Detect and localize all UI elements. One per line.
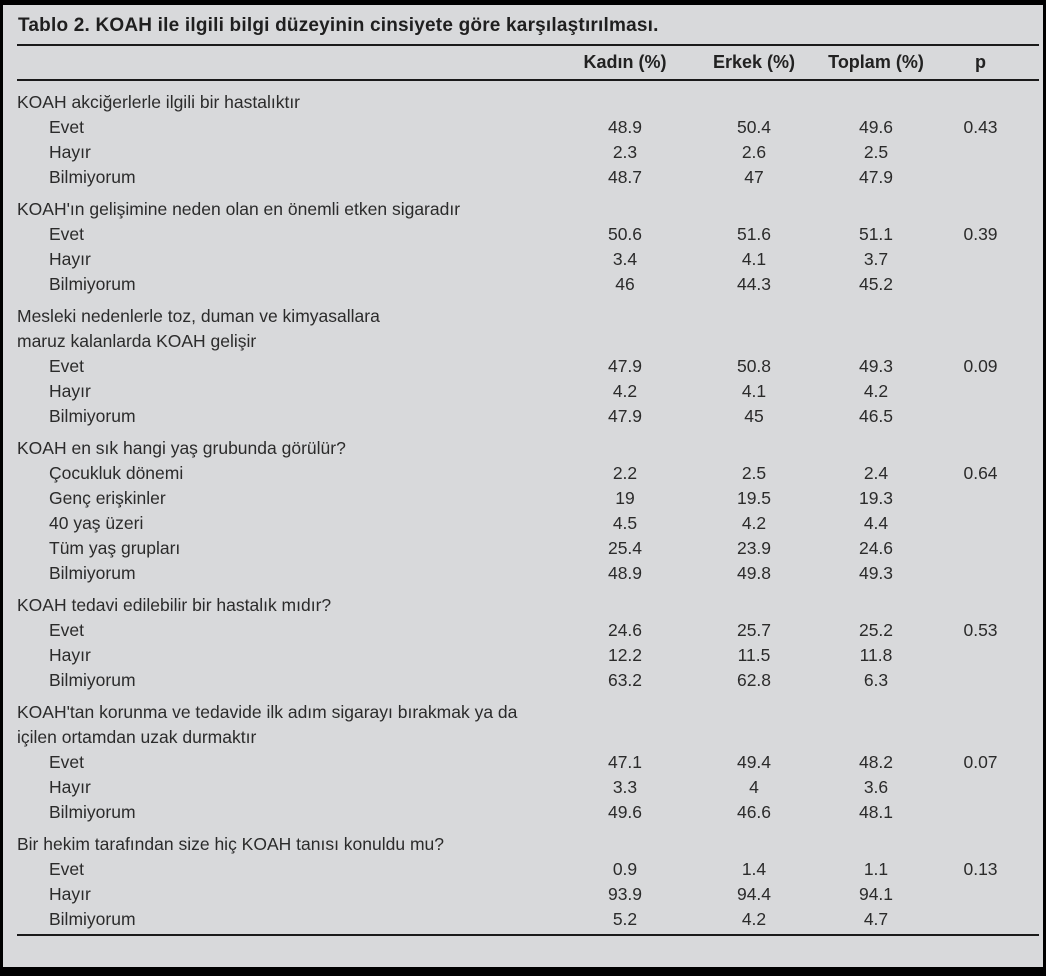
answer-label: Hayır	[49, 381, 91, 401]
toplam-value: 4.2	[863, 381, 889, 401]
answer-row	[17, 272, 1040, 297]
toplam-value: 3.7	[863, 249, 889, 269]
kadin-value: 47.1	[607, 752, 643, 772]
question-line: KOAH'tan korunma ve tedavide ilk adım sigarayı bırakmak ya da	[17, 702, 518, 722]
toplam-value: 48.1	[858, 802, 894, 822]
kadin-value: 93.9	[607, 884, 643, 904]
answer-label: Evet	[49, 859, 85, 879]
bottom-margin	[3, 936, 1043, 968]
kadin-value: 4.2	[612, 381, 638, 401]
kadin-value: 50.6	[607, 224, 643, 244]
toplam-value: 49.3	[858, 563, 894, 583]
table-title: Tablo 2. KOAH ile ilgili bilgi düzeyinin cinsiyete göre karşılaştırılması.	[18, 15, 659, 36]
answer-row	[17, 222, 1040, 247]
p-value: 0.07	[963, 752, 998, 772]
erkek-value: 47	[744, 167, 764, 187]
answer-row	[17, 857, 1040, 882]
toplam-value: 2.5	[863, 142, 889, 162]
answer-row	[17, 511, 1040, 536]
erkek-value: 50.8	[736, 356, 772, 376]
answer-label: Bilmiyorum	[49, 670, 136, 690]
kadin-value: 25.4	[607, 538, 643, 558]
answer-row	[17, 561, 1040, 586]
p-value: 0.64	[963, 463, 998, 483]
answer-label: Hayır	[49, 142, 91, 162]
erkek-value: 25.7	[736, 620, 772, 640]
erkek-value: 51.6	[736, 224, 772, 244]
answer-row	[17, 461, 1040, 486]
erkek-value: 4.1	[741, 249, 767, 269]
answer-label: Evet	[49, 117, 85, 137]
erkek-value: 46.6	[736, 802, 772, 822]
table-body	[3, 81, 1043, 932]
erkek-value: 4.2	[741, 909, 767, 929]
toplam-value: 4.4	[863, 513, 889, 533]
kadin-value: 2.2	[612, 463, 638, 483]
erkek-value: 4	[749, 777, 759, 797]
p-value: 0.13	[963, 859, 998, 879]
toplam-value: 6.3	[863, 670, 889, 690]
answer-row	[17, 379, 1040, 404]
toplam-value: 24.6	[858, 538, 894, 558]
erkek-value: 49.8	[736, 563, 772, 583]
kadin-value: 12.2	[607, 645, 643, 665]
answer-row	[17, 668, 1040, 693]
erkek-value: 23.9	[736, 538, 772, 558]
kadin-value: 24.6	[607, 620, 643, 640]
answer-label: Hayır	[49, 777, 91, 797]
answer-label: Bilmiyorum	[49, 563, 136, 583]
answer-label: Evet	[49, 752, 85, 772]
kadin-value: 3.4	[612, 249, 638, 269]
question-line: KOAH en sık hangi yaş grubunda görülür?	[17, 438, 346, 458]
header-erkek: Erkek (%)	[712, 52, 796, 72]
answer-row	[17, 750, 1040, 775]
question-row	[17, 83, 1040, 115]
toplam-value: 46.5	[858, 406, 894, 426]
toplam-value: 25.2	[858, 620, 894, 640]
erkek-value: 2.5	[741, 463, 767, 483]
kadin-value: 48.7	[607, 167, 643, 187]
header-toplam: Toplam (%)	[828, 52, 924, 72]
answer-label: Hayır	[49, 884, 91, 904]
question-line: KOAH akciğerlerle ilgili bir hastalıktır	[17, 92, 301, 112]
answer-label: 40 yaş üzeri	[49, 513, 144, 533]
question-line: içilen ortamdan uzak durmaktır	[17, 727, 257, 747]
header-p: p	[975, 52, 986, 72]
erkek-value: 4.2	[741, 513, 767, 533]
question-line: Mesleki nedenlerle toz, duman ve kimyasallara	[17, 306, 380, 326]
answer-row	[17, 800, 1040, 825]
question-row	[17, 429, 1040, 461]
header-kadin: Kadın (%)	[583, 52, 667, 72]
answer-row	[17, 536, 1040, 561]
p-value: 0.53	[963, 620, 998, 640]
answer-row	[17, 247, 1040, 272]
erkek-value: 44.3	[736, 274, 772, 294]
kadin-value: 47.9	[607, 406, 643, 426]
answer-label: Bilmiyorum	[49, 909, 136, 929]
kadin-value: 63.2	[607, 670, 643, 690]
kadin-value: 4.5	[612, 513, 638, 533]
answer-label: Bilmiyorum	[49, 167, 136, 187]
erkek-value: 11.5	[737, 645, 771, 665]
kadin-value: 48.9	[607, 563, 643, 583]
toplam-value: 4.7	[863, 909, 889, 929]
answer-row	[17, 140, 1040, 165]
answer-row	[17, 115, 1040, 140]
answer-label: Evet	[49, 356, 85, 376]
kadin-value: 46	[615, 274, 635, 294]
toplam-value: 94.1	[858, 884, 894, 904]
erkek-value: 94.4	[736, 884, 772, 904]
answer-row	[17, 486, 1040, 511]
toplam-value: 3.6	[863, 777, 889, 797]
question-row	[17, 586, 1040, 618]
question-row	[17, 297, 1040, 354]
erkek-value: 19.5	[736, 488, 772, 508]
kadin-value: 49.6	[607, 802, 643, 822]
question-line: KOAH tedavi edilebilir bir hastalık mıdır?	[17, 595, 332, 615]
toplam-value: 51.1	[858, 224, 894, 244]
answer-label: Bilmiyorum	[49, 406, 136, 426]
p-value: 0.09	[963, 356, 998, 376]
erkek-value: 49.4	[736, 752, 772, 772]
question-row	[17, 190, 1040, 222]
p-value: 0.39	[963, 224, 998, 244]
table-header-row	[3, 46, 1043, 79]
toplam-value: 45.2	[858, 274, 894, 294]
erkek-value: 50.4	[736, 117, 772, 137]
answer-label: Genç erişkinler	[49, 488, 166, 508]
question-line: Bir hekim tarafından size hiç KOAH tanısı konuldu mu?	[17, 834, 445, 854]
erkek-value: 62.8	[736, 670, 772, 690]
answer-label: Bilmiyorum	[49, 274, 136, 294]
kadin-value: 47.9	[607, 356, 643, 376]
kadin-value: 19	[615, 488, 635, 508]
toplam-value: 48.2	[858, 752, 894, 772]
answer-label: Çocukluk dönemi	[49, 463, 184, 483]
question-row	[17, 825, 1040, 857]
answer-row	[17, 775, 1040, 800]
answer-label: Bilmiyorum	[49, 802, 136, 822]
question-line: maruz kalanlarda KOAH gelişir	[17, 331, 257, 351]
toplam-value: 49.6	[858, 117, 894, 137]
toplam-value: 47.9	[858, 167, 894, 187]
erkek-value: 4.1	[741, 381, 767, 401]
kadin-value: 3.3	[612, 777, 638, 797]
answer-row	[17, 404, 1040, 429]
answer-row	[17, 618, 1040, 643]
question-line: KOAH'ın gelişimine neden olan en önemli etken sigaradır	[17, 199, 461, 219]
answer-row	[17, 643, 1040, 668]
kadin-value: 5.2	[612, 909, 638, 929]
answer-label: Hayır	[49, 249, 91, 269]
answer-row	[17, 882, 1040, 907]
answer-row	[17, 354, 1040, 379]
toplam-value: 49.3	[858, 356, 894, 376]
p-value: 0.43	[963, 117, 998, 137]
erkek-value: 2.6	[741, 142, 767, 162]
toplam-value: 2.4	[863, 463, 889, 483]
answer-label: Evet	[49, 224, 85, 244]
question-row	[17, 693, 1040, 750]
erkek-value: 1.4	[741, 859, 767, 879]
answer-row	[17, 165, 1040, 190]
kadin-value: 48.9	[607, 117, 643, 137]
erkek-value: 45	[744, 406, 764, 426]
answer-label: Hayır	[49, 645, 91, 665]
toplam-value: 11.8	[859, 645, 893, 665]
answer-row	[17, 907, 1040, 932]
kadin-value: 2.3	[612, 142, 638, 162]
kadin-value: 0.9	[612, 859, 638, 879]
toplam-value: 19.3	[858, 488, 894, 508]
toplam-value: 1.1	[863, 859, 889, 879]
answer-label: Tüm yaş grupları	[49, 538, 181, 558]
answer-label: Evet	[49, 620, 85, 640]
